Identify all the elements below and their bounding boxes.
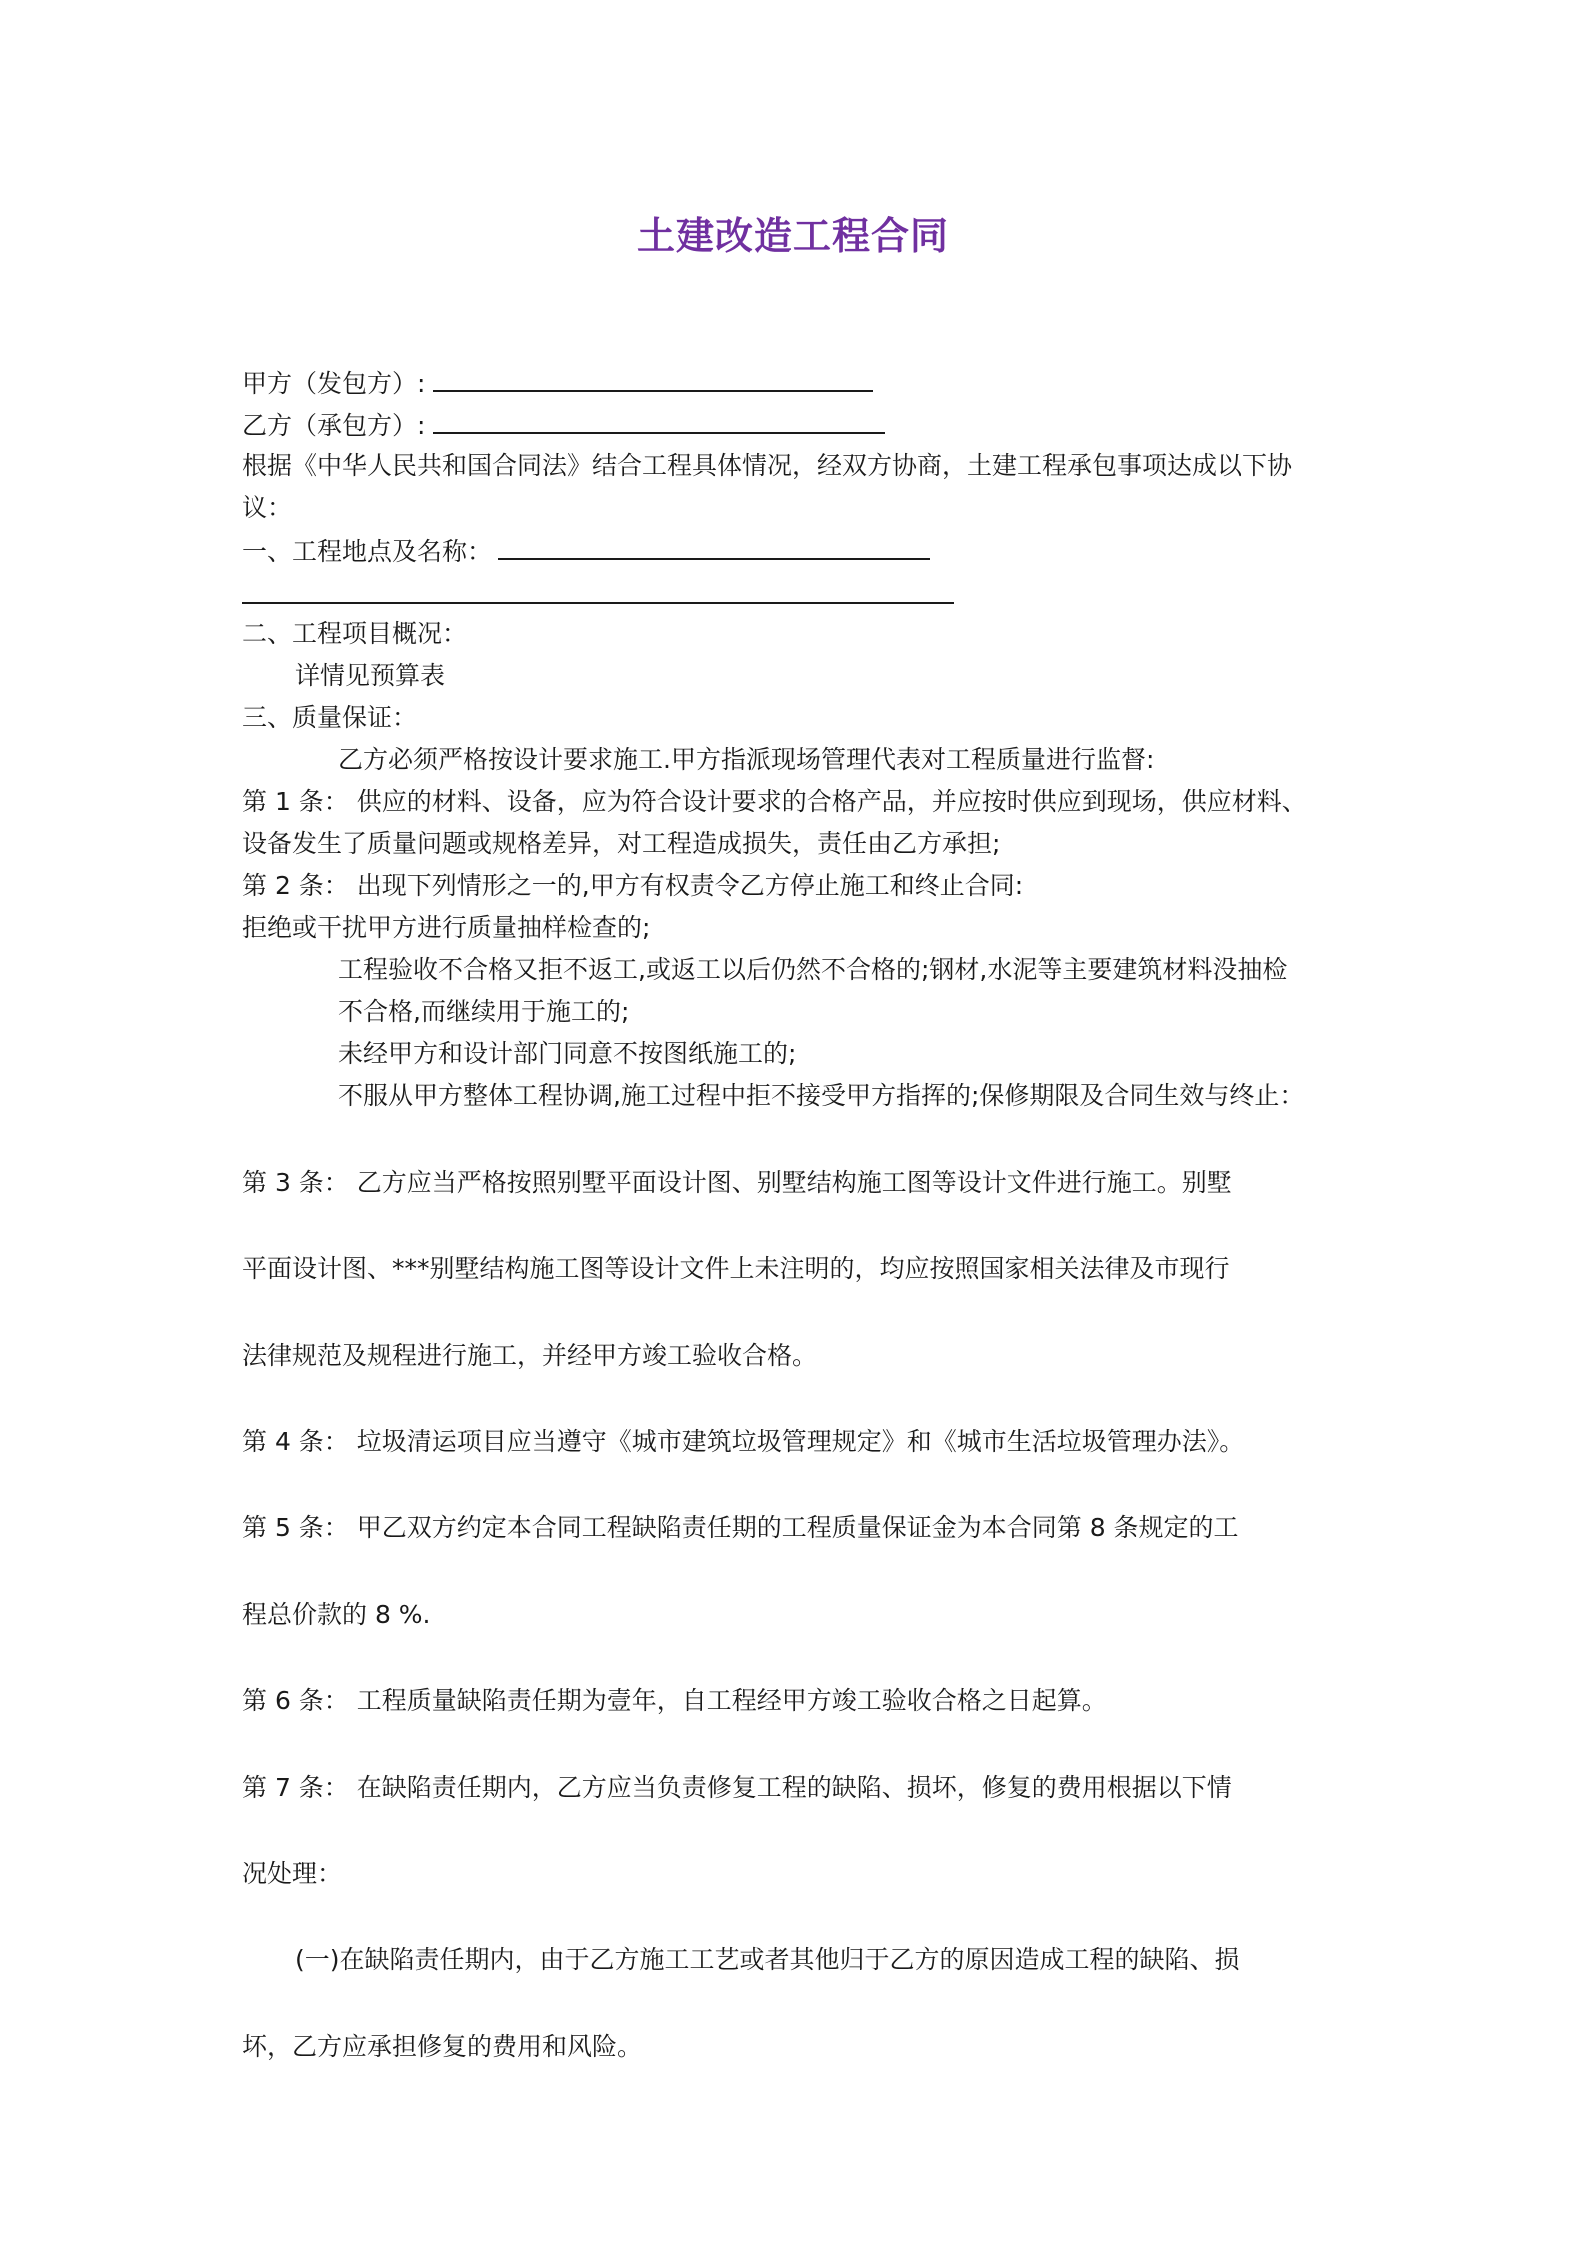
article-4: 第 4 条： 垃圾清运项目应当遵守《城市建筑垃圾管理规定》和《城市生活垃圾管理办法》。 bbox=[242, 1427, 1245, 1456]
article-5-line-2: 程总价款的 8 %. bbox=[242, 1600, 431, 1629]
party-a-line bbox=[242, 364, 873, 402]
section-2-detail: 详情见预算表 bbox=[295, 661, 446, 690]
section-1-label: 一、工程地点及名称： bbox=[242, 537, 493, 566]
section-1-line bbox=[242, 532, 930, 570]
article-2-item-2-cont: 不合格,而继续用于施工的; bbox=[338, 997, 630, 1026]
section-2-label: 二、工程项目概况： bbox=[242, 619, 468, 648]
article-1-line-1: 第 1 条： 供应的材料、设备，应为符合设计要求的合格产品，并应按时供应到现场，供应材料、 bbox=[242, 787, 1307, 816]
article-7-line-2: 况处理： bbox=[242, 1859, 343, 1888]
project-name-blank[interactable] bbox=[242, 602, 954, 604]
intro-line-2: 议： bbox=[242, 493, 293, 522]
article-3-line-1: 第 3 条： 乙方应当严格按照别墅平面设计图、别墅结构施工图等设计文件进行施工。别墅 bbox=[242, 1168, 1232, 1197]
article-2-heading: 第 2 条： 出现下列情形之一的,甲方有权责令乙方停止施工和终止合同: bbox=[242, 871, 1024, 900]
party-b-blank[interactable] bbox=[433, 406, 885, 434]
article-3-line-2: 平面设计图、***别墅结构施工图等设计文件上未注明的，均应按照国家相关法律及市现行 bbox=[242, 1254, 1230, 1283]
intro-line-1: 根据《中华人民共和国合同法》结合工程具体情况，经双方协商，土建工程承包事项达成以下协 bbox=[242, 451, 1293, 480]
party-a-blank[interactable] bbox=[433, 364, 873, 392]
article-2-item-3: 未经甲方和设计部门同意不按图纸施工的; bbox=[338, 1039, 797, 1068]
article-5-line-1: 第 5 条： 甲乙双方约定本合同工程缺陷责任期的工程质量保证金为本合同第 8 条规定的工 bbox=[242, 1513, 1239, 1542]
project-location-blank[interactable] bbox=[498, 532, 930, 560]
section-3-label: 三、质量保证： bbox=[242, 703, 418, 732]
article-2-item-1: 拒绝或干扰甲方进行质量抽样检查的; bbox=[242, 913, 651, 942]
party-b-line bbox=[242, 406, 885, 444]
party-a-label: 甲方（发包方）: bbox=[242, 369, 426, 398]
article-3-line-3: 法律规范及规程进行施工，并经甲方竣工验收合格。 bbox=[242, 1341, 818, 1370]
section-3-intro: 乙方必须严格按设计要求施工.甲方指派现场管理代表对工程质量进行监督: bbox=[338, 745, 1155, 774]
party-b-label: 乙方（承包方）: bbox=[242, 411, 426, 440]
article-2-item-2: 工程验收不合格又拒不返工,或返工以后仍然不合格的;钢材,水泥等主要建筑材料没抽检 bbox=[338, 955, 1288, 984]
article-2-item-4: 不服从甲方整体工程协调,施工过程中拒不接受甲方指挥的;保修期限及合同生效与终止： bbox=[338, 1081, 1305, 1110]
clause-1-line-1: (一)在缺陷责任期内，由于乙方施工工艺或者其他归于乙方的原因造成工程的缺陷、损 bbox=[295, 1945, 1240, 1974]
article-7-line-1: 第 7 条： 在缺陷责任期内，乙方应当负责修复工程的缺陷、损坏，修复的费用根据以下情 bbox=[242, 1773, 1232, 1802]
document-title: 土建改造工程合同 bbox=[636, 214, 949, 258]
article-1-line-2: 设备发生了质量问题或规格差异，对工程造成损失，责任由乙方承担; bbox=[242, 829, 1001, 858]
clause-1-line-2: 坏，乙方应承担修复的费用和风险。 bbox=[242, 2032, 643, 2061]
article-6: 第 6 条： 工程质量缺陷责任期为壹年，自工程经甲方竣工验收合格之日起算。 bbox=[242, 1686, 1107, 1715]
